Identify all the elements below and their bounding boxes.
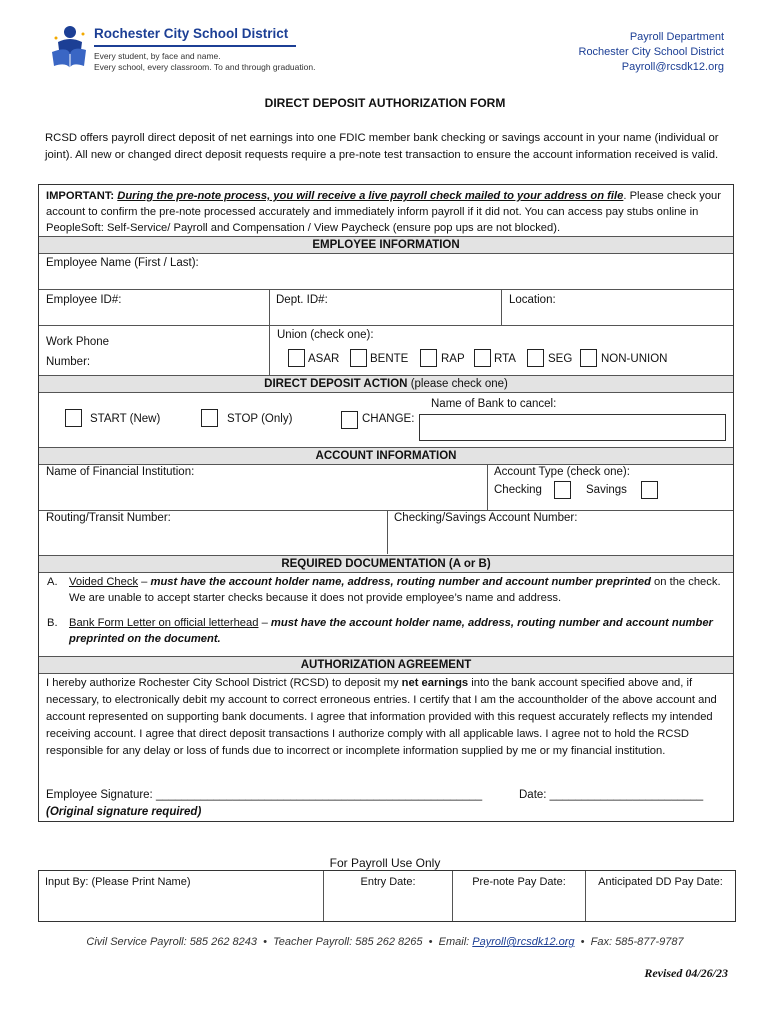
- civil-service-phone: Civil Service Payroll: 585 262 8243: [86, 936, 257, 948]
- stop-checkbox[interactable]: [201, 409, 218, 427]
- doc-a-line2: We are unable to accept starter checks because it does not provide employee’s name and address.: [69, 592, 562, 604]
- form-title: DIRECT DEPOSIT AUTHORIZATION FORM: [264, 96, 506, 110]
- bank-cancel-label: Name of Bank to cancel:: [431, 398, 557, 410]
- payroll-use-table: [38, 870, 736, 922]
- union-option-bente: BENTE: [370, 353, 409, 365]
- employee-id-label: Employee ID#:: [46, 294, 122, 306]
- bullet-icon: •: [580, 936, 585, 948]
- main-form: [38, 184, 734, 822]
- doc-b-dash: –: [258, 617, 271, 629]
- savings-label: Savings: [586, 484, 627, 496]
- doc-item-b: [47, 615, 727, 647]
- important-label: IMPORTANT:: [46, 190, 115, 202]
- doc-b-title: Bank Form Letter on official letterhead: [69, 617, 259, 629]
- important-notice: [46, 188, 730, 236]
- doc-item-a: [47, 574, 727, 606]
- tagline-1: Every student, by face and name.: [94, 51, 221, 61]
- deposit-action-note: (please check one): [410, 378, 508, 390]
- bank-cancel-input[interactable]: [419, 414, 726, 441]
- union-option-rap: RAP: [441, 353, 465, 365]
- union-option-non-union: NON-UNION: [601, 353, 668, 365]
- input-by-label: Input By: (Please Print Name): [45, 876, 191, 888]
- union-checkbox-seg[interactable]: [527, 349, 544, 367]
- agreement-text-bold: net earnings: [401, 677, 469, 689]
- dd-date-label: Anticipated DD Pay Date:: [598, 876, 723, 888]
- doc-a-dash: –: [138, 576, 151, 588]
- work-phone-label-1: Work Phone: [46, 336, 110, 348]
- signature-note: (Original signature required): [46, 806, 202, 818]
- doc-a-title: Voided Check: [69, 576, 139, 588]
- prenote-date-label: Pre-note Pay Date:: [472, 876, 566, 888]
- union-checkbox-non-union[interactable]: [580, 349, 597, 367]
- location-label: Location:: [509, 294, 556, 306]
- account-info-heading: ACCOUNT INFORMATION: [39, 447, 733, 465]
- tagline-2: Every school, every classroom. To and through graduation.: [94, 62, 316, 72]
- contact-email[interactable]: Payroll@rcsdk12.org: [621, 61, 724, 73]
- employee-name-field[interactable]: [39, 255, 733, 289]
- entry-date-label: Entry Date:: [360, 876, 416, 888]
- account-number-label: Checking/Savings Account Number:: [394, 512, 578, 524]
- agreement-text-2: into the bank account specified above and, if necessary, to electronically debit my account to correct erroneous entries. I certify that I am the accountholder of the above account and account represented on supporting bank documents. I agree that information provided with this request accurately reflects my intended receiving account. I agree that direct deposit transactions I authorize comply with all applicable laws. I agree not to hold the RCSD responsible for any delay or loss of funds due to incorrect or incomplete information supplied by me or my financial institution.: [46, 677, 717, 757]
- payroll-use-title: For Payroll Use Only: [329, 856, 441, 870]
- start-label: START (New): [90, 413, 161, 425]
- revised-date: Revised 04/26/23: [644, 966, 728, 980]
- checking-label: Checking: [494, 484, 542, 496]
- deposit-action-title: DIRECT DEPOSIT ACTION: [264, 378, 408, 390]
- intro-paragraph: RCSD offers payroll direct deposit of net earnings into one FDIC member bank checking or savings account in your name (individual or joint). All new or changed direct deposit requests require a pre-note test transaction to ensure the account information received is valid.: [45, 132, 719, 161]
- district-logo: [48, 24, 316, 76]
- work-phone-field[interactable]: [39, 325, 269, 375]
- routing-label: Routing/Transit Number:: [46, 512, 171, 524]
- change-checkbox[interactable]: [341, 411, 358, 429]
- savings-checkbox[interactable]: [641, 481, 658, 499]
- doc-a-requirement: must have the account holder name, address, routing number and account number preprinted: [150, 576, 651, 588]
- checking-checkbox[interactable]: [554, 481, 571, 499]
- employee-info-heading: EMPLOYEE INFORMATION: [39, 236, 733, 254]
- union-checkbox-bente[interactable]: [350, 349, 367, 367]
- footer-contacts: [0, 936, 770, 948]
- doc-a-letter: A.: [47, 576, 58, 588]
- union-label: Union (check one):: [277, 329, 374, 341]
- footer-email-link[interactable]: Payroll@rcsdk12.org: [472, 936, 575, 948]
- deposit-action-heading: [39, 375, 733, 393]
- bullet-icon: •: [428, 936, 433, 948]
- email-label: Email:: [438, 936, 470, 948]
- employee-name-label: Employee Name (First / Last):: [46, 257, 199, 269]
- location-field[interactable]: [502, 289, 733, 325]
- union-option-asar: ASAR: [308, 353, 340, 365]
- logo-divider: [94, 45, 296, 47]
- doc-b-requirement: must have the account holder name, address, routing number and account number preprinted on the document.: [69, 617, 713, 645]
- start-checkbox[interactable]: [65, 409, 82, 427]
- union-checkbox-asar[interactable]: [288, 349, 305, 367]
- org-name: Rochester City School District: [94, 26, 289, 41]
- institution-field[interactable]: [39, 465, 487, 510]
- union-checkbox-rap[interactable]: [420, 349, 437, 367]
- doc-b-letter: B.: [47, 617, 58, 629]
- agreement-heading: AUTHORIZATION AGREEMENT: [39, 656, 733, 674]
- dept-id-field[interactable]: [270, 289, 501, 325]
- agreement-text: [46, 675, 728, 760]
- signature-line[interactable]: Employee Signature: ___________________________________________________: [46, 789, 483, 801]
- account-type-label: Account Type (check one):: [494, 466, 630, 478]
- employee-id-field[interactable]: [39, 289, 269, 325]
- dept-name: Payroll Department: [629, 31, 724, 43]
- doc-a-rest: on the check.: [650, 576, 721, 588]
- bullet-icon: •: [263, 936, 267, 948]
- union-checkbox-rta[interactable]: [474, 349, 491, 367]
- district-name: Rochester City School District: [578, 46, 724, 58]
- agreement-text-1: I hereby authorize Rochester City School District (RCSD) to deposit my: [46, 677, 402, 689]
- date-line[interactable]: Date: ________________________: [519, 789, 704, 801]
- teacher-phone: Teacher Payroll: 585 262 8265: [273, 936, 423, 948]
- important-rest: . Please check your account to confirm the pre-note processed accurately and immediately inform payroll if it did not. You can access pay stubs online in PeopleSoft: Self-Service/ Payroll and Compensation / View Paycheck (ensure pop ups are not blocked).: [46, 190, 721, 234]
- fax-number: Fax: 585-877-9787: [590, 936, 684, 948]
- change-label: CHANGE:: [362, 413, 415, 425]
- documentation-heading: REQUIRED DOCUMENTATION (A or B): [39, 555, 733, 573]
- union-option-rta: RTA: [494, 353, 516, 365]
- institution-label: Name of Financial Institution:: [46, 466, 195, 478]
- contact-block: [579, 30, 725, 75]
- important-emphasis: During the pre-note process, you will receive a live payroll check mailed to your address on file: [117, 190, 624, 202]
- union-option-seg: SEG: [548, 353, 573, 365]
- reading-child-logo-icon: [48, 24, 88, 70]
- work-phone-label-2: Number:: [46, 356, 91, 368]
- stop-label: STOP (Only): [227, 413, 293, 425]
- dept-id-label: Dept. ID#:: [276, 294, 328, 306]
- account-number-field[interactable]: [388, 510, 733, 554]
- routing-field[interactable]: [39, 510, 387, 554]
